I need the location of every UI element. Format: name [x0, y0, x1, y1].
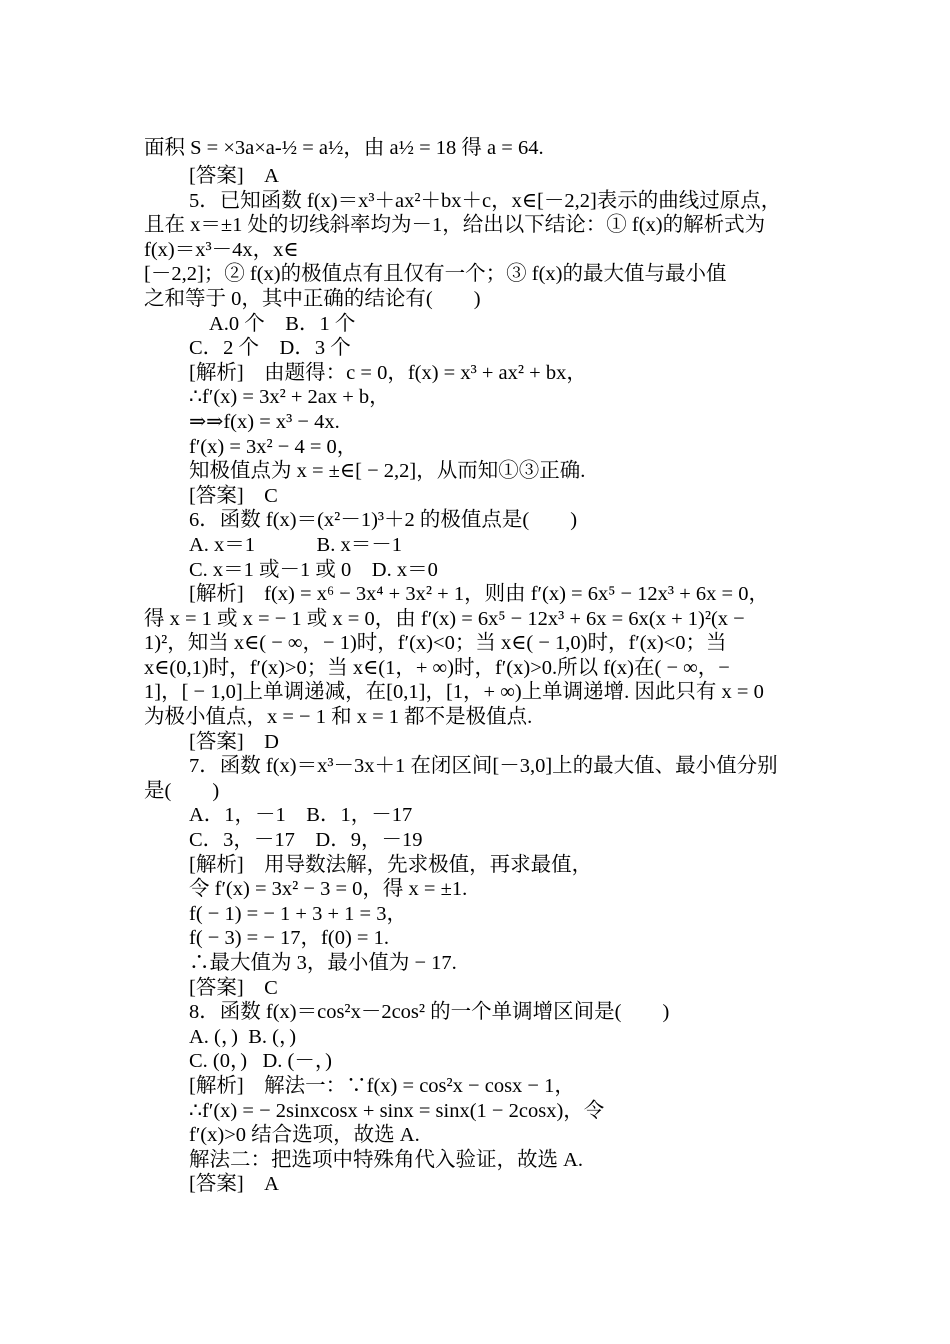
text-line: [答案] C: [189, 976, 278, 999]
text-line: C. x＝1 或－1 或 0 D. x＝0: [189, 558, 438, 581]
text-line: ∴最大值为 3，最小值为 − 17.: [189, 952, 457, 974]
text-line: 得 x = 1 或 x = − 1 或 x = 0，由 f′(x) = 6x⁵ − 12x³ + 6x = 6x(x + 1)²(x −: [144, 607, 745, 630]
text-line: ∴f′(x) = − 2sinxcosx + sinx = sinx(1 − 2cosx)，令: [189, 1099, 605, 1122]
text-line: f( − 1) = − 1 + 3 + 1 = 3，: [189, 902, 407, 925]
text-line: 6．函数 f(x)＝(x²－1)³＋2 的极值点是( ): [189, 509, 578, 532]
text-line: [答案] A: [189, 165, 279, 187]
text-line: A．1，－1 B．1，－17: [189, 804, 413, 827]
text-line: 7．函数 f(x)＝x³－3x＋1 在闭区间[－3,0]上的最大值、最小值分别: [189, 755, 778, 778]
text-line: 8．函数 f(x)＝cos²x－2cos² 的一个单调增区间是( ): [189, 1001, 670, 1024]
text-line: [解析] 解法一：∵f(x) = cos²x − cosx − 1，: [189, 1074, 575, 1097]
document-page: [144, 132, 812, 1197]
text-line: [解析] 由题得：c = 0，f(x) = x³ + ax² + bx，: [189, 361, 587, 384]
text-line: [解析] 用导数法解，先求极值，再求最值，: [189, 853, 593, 876]
text-line: ⇒⇒f(x) = x³ − 4x.: [189, 410, 340, 433]
text-line: C．2 个 D．3 个: [189, 337, 351, 360]
text-line: ∴f′(x) = 3x² + 2ax + b，: [189, 386, 390, 409]
text-line: A.0 个 B．1 个: [209, 312, 356, 335]
text-line: A. (，) B. (，): [189, 1025, 297, 1048]
text-line: f′(x)>0 结合选项，故选 A.: [189, 1124, 420, 1147]
text-line: 面积 S = ×3a×a-½ = a½，由 a½ = 18 得 a = 64.: [144, 137, 544, 159]
text-line: 令 f′(x) = 3x² − 3 = 0，得 x = ±1.: [189, 878, 468, 901]
text-line: [答案] A: [189, 1173, 279, 1196]
text-line: 1]，[ − 1,0]上单调递减，在[0,1]，[1，+ ∞)上单调递增. 因此只有 x = 0: [144, 681, 764, 704]
text-line: f(x)＝x³－4x，x∈: [144, 238, 299, 261]
text-line: f′(x) = 3x² − 4 = 0，: [189, 435, 358, 458]
text-line: [答案] C: [189, 484, 278, 507]
text-line: 1)²，知当 x∈( − ∞，− 1)时，f′(x)<0；当 x∈( − 1,0)时，f′(x)<0；当: [144, 632, 727, 655]
text-line: C．3，－17 D．9，－19: [189, 829, 423, 852]
text-line: [答案] D: [189, 730, 279, 753]
text-line: 5．已知函数 f(x)＝x³＋ax²＋bx＋c，x∈[－2,2]表示的曲线过原点，: [189, 189, 782, 212]
text-line: C. (0，) D. (－，): [189, 1050, 332, 1073]
text-line: A. x＝1 B. x＝－1: [189, 533, 402, 556]
text-line: 之和等于 0，其中正确的结论有( ): [144, 287, 481, 310]
text-line: 是( ): [144, 779, 220, 802]
text-line: [－2,2]；② f(x)的极值点有且仅有一个；③ f(x)的最大值与最小值: [144, 263, 727, 286]
text-line: 为极小值点，x = − 1 和 x = 1 都不是极值点.: [144, 706, 533, 729]
text-line: 知极值点为 x = ±∈[ − 2,2]，从而知①③正确.: [189, 460, 586, 483]
text-line: 且在 x＝±1 处的切线斜率均为－1，给出以下结论：① f(x)的解析式为: [144, 214, 766, 237]
text-line: 解法二：把选项中特殊角代入验证，故选 A.: [189, 1148, 584, 1171]
text-line: f( − 3) = − 17，f(0) = 1.: [189, 927, 389, 950]
text-line: x∈(0,1)时，f′(x)>0；当 x∈(1，+ ∞)时，f′(x)>0.所以 f(x)在( − ∞，−: [144, 656, 730, 679]
text-line: [解析] f(x) = x⁶ − 3x⁴ + 3x² + 1，则由 f′(x) = 6x⁵ − 12x³ + 6x = 0，: [189, 583, 769, 606]
